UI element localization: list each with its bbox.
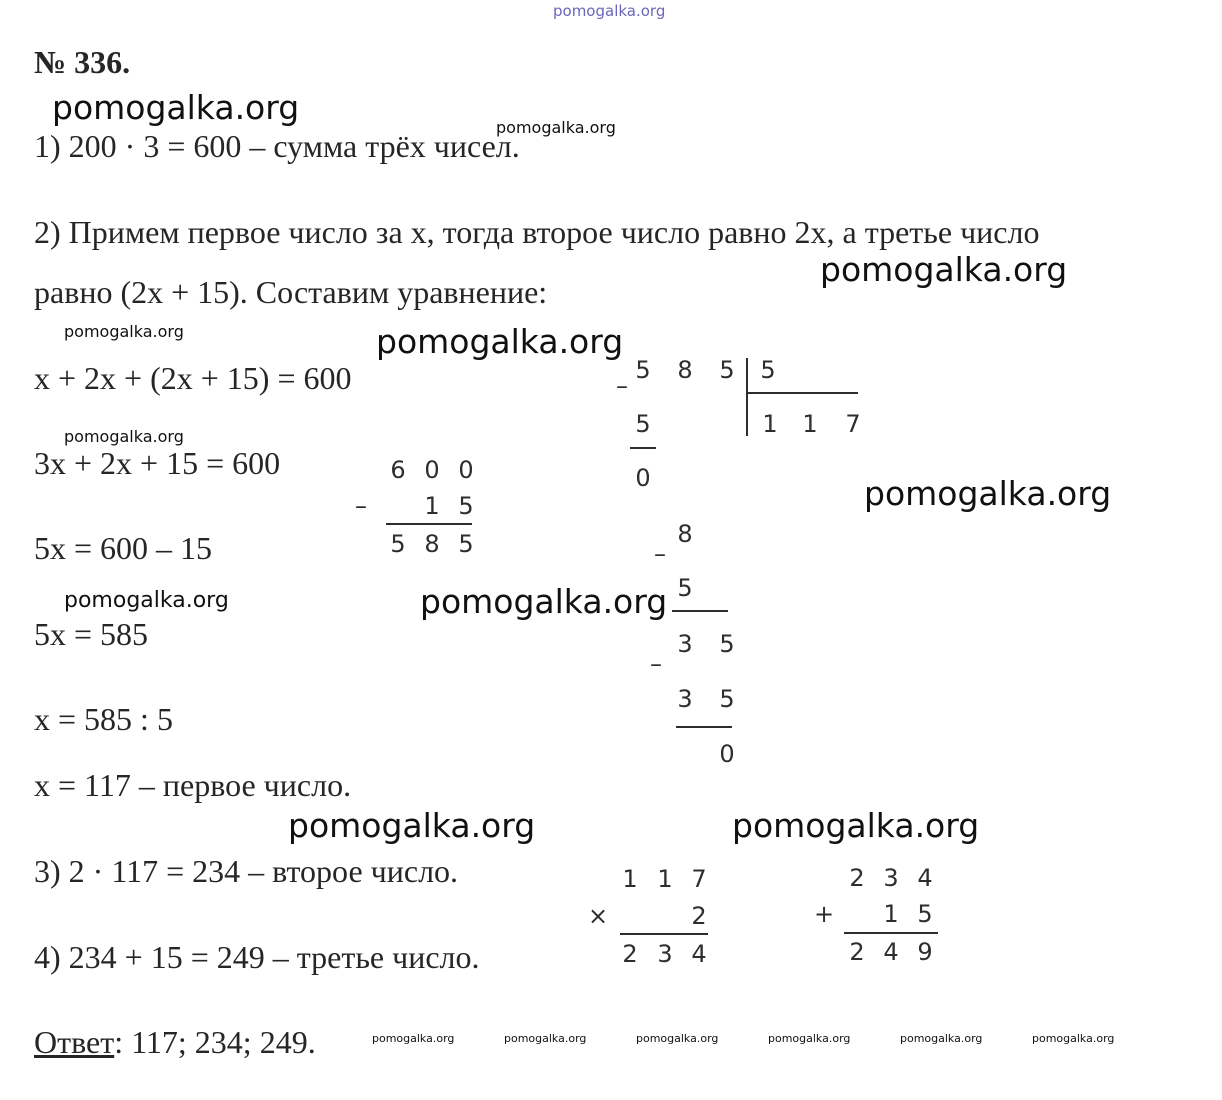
watermark: pomogalka.org bbox=[1032, 1032, 1115, 1045]
digit: 5 bbox=[719, 630, 735, 658]
addition-operator: + bbox=[814, 900, 835, 928]
digit: 5 bbox=[635, 410, 651, 438]
division-minus: – bbox=[616, 372, 628, 400]
digit: 3 bbox=[677, 630, 693, 658]
digit: 1 bbox=[622, 865, 638, 893]
digit: 0 bbox=[458, 456, 474, 484]
digit: 7 bbox=[691, 865, 707, 893]
digit: 2 bbox=[691, 902, 707, 930]
quotient-digit: 7 bbox=[845, 410, 861, 438]
step-2-line-1: 2) Примем первое число за x, тогда второе число равно 2x, а третье число bbox=[34, 214, 1040, 250]
digit: 5 bbox=[917, 900, 933, 928]
subtraction-operator: – bbox=[355, 492, 367, 520]
digit: 5 bbox=[635, 356, 651, 384]
quotient-digit: 1 bbox=[762, 410, 778, 438]
equation-6: x = 117 – первое число. bbox=[34, 767, 352, 803]
digit: 2 bbox=[622, 940, 638, 968]
digit: 5 bbox=[719, 685, 735, 713]
division-minus: – bbox=[654, 540, 666, 568]
digit: 8 bbox=[677, 520, 693, 548]
equation-5: x = 585 : 5 bbox=[34, 701, 173, 737]
digit: 2 bbox=[849, 864, 865, 892]
digit: 5 bbox=[390, 530, 406, 558]
digit: 0 bbox=[635, 464, 651, 492]
digit: 6 bbox=[390, 456, 406, 484]
watermark: pomogalka.org bbox=[288, 806, 536, 845]
equation-2: 3x + 2x + 15 = 600 bbox=[34, 445, 281, 481]
digit: 1 bbox=[883, 900, 899, 928]
digit: 5 bbox=[458, 530, 474, 558]
watermark: pomogalka.org bbox=[768, 1032, 851, 1045]
watermark: pomogalka.org bbox=[496, 118, 616, 137]
watermark: pomogalka.org bbox=[636, 1032, 719, 1045]
problem-number: № 336. bbox=[34, 44, 131, 80]
digit: 4 bbox=[691, 940, 707, 968]
division-bar bbox=[746, 358, 748, 436]
watermark: pomogalka.org bbox=[52, 88, 300, 127]
multiplication-rule bbox=[620, 933, 708, 935]
digit: 3 bbox=[657, 940, 673, 968]
watermark: pomogalka.org bbox=[420, 582, 668, 621]
watermark: pomogalka.org bbox=[504, 1032, 587, 1045]
division-rule bbox=[672, 610, 728, 612]
digit: 3 bbox=[677, 685, 693, 713]
digit: 5 bbox=[677, 574, 693, 602]
digit: 8 bbox=[424, 530, 440, 558]
digit: 1 bbox=[424, 492, 440, 520]
answer-label: Ответ bbox=[34, 1024, 115, 1060]
digit: 5 bbox=[719, 356, 735, 384]
addition-rule bbox=[844, 932, 938, 934]
multiplication-operator: × bbox=[588, 902, 609, 930]
equation-4: 5x = 585 bbox=[34, 616, 149, 652]
equation-3: 5x = 600 – 15 bbox=[34, 530, 213, 566]
digit: 0 bbox=[719, 740, 735, 768]
watermark: pomogalka.org bbox=[820, 250, 1068, 289]
digit: 0 bbox=[424, 456, 440, 484]
division-minus: – bbox=[650, 650, 662, 678]
digit: 1 bbox=[657, 865, 673, 893]
watermark-top: pomogalka.org bbox=[553, 2, 666, 20]
equation-1: x + 2x + (2x + 15) = 600 bbox=[34, 360, 352, 396]
quotient-digit: 1 bbox=[802, 410, 818, 438]
digit: 9 bbox=[917, 938, 933, 966]
watermark: pomogalka.org bbox=[64, 588, 229, 613]
watermark: pomogalka.org bbox=[732, 806, 980, 845]
digit: 2 bbox=[849, 938, 865, 966]
watermark: pomogalka.org bbox=[372, 1032, 455, 1045]
digit: 3 bbox=[883, 864, 899, 892]
answer-value: : 117; 234; 249. bbox=[114, 1024, 316, 1060]
division-rule bbox=[630, 447, 656, 449]
answer-line bbox=[34, 1024, 316, 1060]
step-1: 1) 200 · 3 = 600 – сумма трёх чисел. bbox=[34, 128, 520, 164]
digit: 4 bbox=[883, 938, 899, 966]
step-2-line-2: равно (2x + 15). Составим уравнение: bbox=[34, 274, 548, 310]
watermark: pomogalka.org bbox=[376, 322, 624, 361]
digit: 8 bbox=[677, 356, 693, 384]
step-4: 4) 234 + 15 = 249 – третье число. bbox=[34, 939, 480, 975]
quotient-rule bbox=[746, 392, 858, 394]
watermark: pomogalka.org bbox=[64, 322, 184, 341]
watermark: pomogalka.org bbox=[864, 474, 1112, 513]
step-3: 3) 2 · 117 = 234 – второе число. bbox=[34, 853, 459, 889]
watermark: pomogalka.org bbox=[64, 427, 184, 446]
division-rule bbox=[676, 726, 732, 728]
divisor: 5 bbox=[760, 356, 776, 384]
subtraction-rule bbox=[386, 523, 472, 525]
digit: 5 bbox=[458, 492, 474, 520]
watermark: pomogalka.org bbox=[900, 1032, 983, 1045]
digit: 4 bbox=[917, 864, 933, 892]
